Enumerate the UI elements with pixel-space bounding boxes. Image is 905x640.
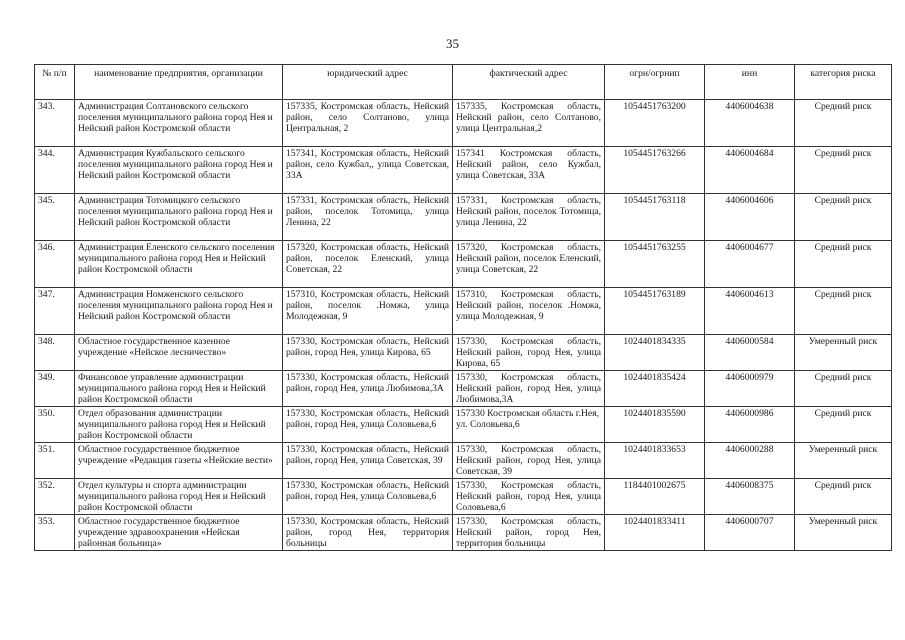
actual-address: 157331, Костромская область, Нейский район, поселок Тотомица, улица Ленина, 22: [453, 194, 605, 241]
risk-category: Умеренный риск: [795, 335, 892, 371]
row-number: 349.: [35, 371, 75, 407]
ogrn-value: 1054451763266: [605, 147, 705, 194]
header-name: наименование предприятия, организации: [75, 65, 283, 100]
actual-address: 157310, Костромская область, Нейский район, поселок .Номжа, улица Молодежная, 9: [453, 288, 605, 335]
ogrn-value: 1024401833411: [605, 515, 705, 551]
legal-address: 157330, Костромская область, Нейский район, город Нея, улица Соловьева,6: [283, 407, 453, 443]
inn-value: 4406004677: [705, 241, 795, 288]
ogrn-value: 1024401835590: [605, 407, 705, 443]
inn-value: 4406004606: [705, 194, 795, 241]
organization-name: Администрация Солтановского сельского поселения муниципального района город Нея и Нейский район Костромской области: [75, 100, 283, 147]
legal-address: 157330, Костромская область, Нейский район, город Нея, улица Соловьева,6: [283, 479, 453, 515]
inn-value: 4406000979: [705, 371, 795, 407]
row-number: 353.: [35, 515, 75, 551]
inn-value: 4406000288: [705, 443, 795, 479]
organization-name: Администрация Кужбальского сельского поселения муниципального района город Нея и Нейский район Костромской области: [75, 147, 283, 194]
legal-address: 157320, Костромская область, Нейский район, поселок Еленский, улица Советская, 22: [283, 241, 453, 288]
ogrn-value: 1024401834335: [605, 335, 705, 371]
organizations-table: [34, 64, 892, 551]
header-actual-address: фактический адрес: [453, 65, 605, 100]
actual-address: 157341 Костромская область, Нейский район, село Кужбал, улица Советская, 33А: [453, 147, 605, 194]
legal-address: 157331, Костромская область, Нейский район, поселок Тотомица, улица Ленина, 22: [283, 194, 453, 241]
header-inn: инн: [705, 65, 795, 100]
organization-name: Финансовое управление администрации муниципального района город Нея и Нейский район Костромской области: [75, 371, 283, 407]
organization-name: Администрация Еленского сельского поселения муниципального района город Нея и Нейский район Костромской области: [75, 241, 283, 288]
header-num: № п/п: [35, 65, 75, 100]
risk-category: Средний риск: [795, 100, 892, 147]
row-number: 347.: [35, 288, 75, 335]
table-row: [35, 371, 892, 407]
inn-value: 4406004613: [705, 288, 795, 335]
table-row: [35, 407, 892, 443]
risk-category: Средний риск: [795, 147, 892, 194]
ogrn-value: 1054451763255: [605, 241, 705, 288]
header-risk-category: категория риска: [795, 65, 892, 100]
table-row: [35, 443, 892, 479]
inn-value: 4406000584: [705, 335, 795, 371]
row-number: 351.: [35, 443, 75, 479]
row-number: 350.: [35, 407, 75, 443]
actual-address: 157330, Костромская область, Нейский район, город Нея, улица Любимова,3А: [453, 371, 605, 407]
table-row: [35, 479, 892, 515]
ogrn-value: 1054451763200: [605, 100, 705, 147]
legal-address: 157330, Костромская область, Нейский район, город Нея, улица Любимова,3А: [283, 371, 453, 407]
row-number: 352.: [35, 479, 75, 515]
risk-category: Умеренный риск: [795, 443, 892, 479]
table-row: [35, 335, 892, 371]
legal-address: 157341, Костромская область, Нейский район, село Кужбал,, улица Советская, 33А: [283, 147, 453, 194]
table-header-row: [35, 65, 892, 100]
row-number: 345.: [35, 194, 75, 241]
legal-address: 157335, Костромская область, Нейский район, село Солтаново, улица Центральная, 2: [283, 100, 453, 147]
risk-category: Средний риск: [795, 371, 892, 407]
ogrn-value: 1054451763189: [605, 288, 705, 335]
risk-category: Средний риск: [795, 241, 892, 288]
actual-address: 157330, Костромская область, Нейский район, город Нея, улица Советская, 39: [453, 443, 605, 479]
ogrn-value: 1184401002675: [605, 479, 705, 515]
actual-address: 157320, Костромская область, Нейский район, поселок Еленский, улица Советская, 22: [453, 241, 605, 288]
organization-name: Областное государственное бюджетное учреждение здравоохранения «Нейская районная больница»: [75, 515, 283, 551]
inn-value: 4406008375: [705, 479, 795, 515]
table-row: [35, 194, 892, 241]
organization-name: Администрация Номженского сельского поселения муниципального района город Нея и Нейский район Костромской области: [75, 288, 283, 335]
inn-value: 4406000986: [705, 407, 795, 443]
organization-name: Отдел образования администрации муниципального района город Нея и Нейский район Костромской области: [75, 407, 283, 443]
inn-value: 4406000707: [705, 515, 795, 551]
legal-address: 157330, Костромская область, Нейский район, город Нея, территория больницы: [283, 515, 453, 551]
row-number: 344.: [35, 147, 75, 194]
table-row: [35, 241, 892, 288]
actual-address: 157330, Костромская область, Нейский район, город Нея, улица Кирова, 65: [453, 335, 605, 371]
table-row: [35, 515, 892, 551]
table-row: [35, 288, 892, 335]
header-legal-address: юридический адрес: [283, 65, 453, 100]
risk-category: Умеренный риск: [795, 515, 892, 551]
actual-address: 157330, Костромская область, Нейский район, город Нея, территория больницы: [453, 515, 605, 551]
actual-address: 157335, Костромская область, Нейский район, село Солтаново, улица Центральная,2: [453, 100, 605, 147]
header-ogrn: огрн/огрнип: [605, 65, 705, 100]
inn-value: 4406004638: [705, 100, 795, 147]
row-number: 348.: [35, 335, 75, 371]
risk-category: Средний риск: [795, 194, 892, 241]
organization-name: Администрация Тотомицкого сельского поселения муниципального района город Нея и Нейский район Костромской области: [75, 194, 283, 241]
organization-name: Областное государственное казенное учреждение «Нейское лесничество»: [75, 335, 283, 371]
table-row: [35, 100, 892, 147]
row-number: 346.: [35, 241, 75, 288]
page-number: 35: [446, 36, 459, 51]
legal-address: 157330, Костромская область, Нейский район, город Нея, улица Кирова, 65: [283, 335, 453, 371]
risk-category: Средний риск: [795, 288, 892, 335]
ogrn-value: 1054451763118: [605, 194, 705, 241]
organization-name: Отдел культуры и спорта администрации муниципального района город Нея и Нейский район Костромской области: [75, 479, 283, 515]
ogrn-value: 1024401833653: [605, 443, 705, 479]
ogrn-value: 1024401835424: [605, 371, 705, 407]
table-row: [35, 147, 892, 194]
actual-address: 157330, Костромская область, Нейский район, город Нея, улица Соловьева,6: [453, 479, 605, 515]
legal-address: 157330, Костромская область, Нейский район, город Нея, улица Советская, 39: [283, 443, 453, 479]
organization-name: Областное государственное бюджетное учреждение «Редакция газеты «Нейские вести»: [75, 443, 283, 479]
risk-category: Средний риск: [795, 479, 892, 515]
row-number: 343.: [35, 100, 75, 147]
risk-category: Средний риск: [795, 407, 892, 443]
inn-value: 4406004684: [705, 147, 795, 194]
actual-address: 157330 Костромская область г.Нея, ул. Соловьева,6: [453, 407, 605, 443]
legal-address: 157310, Костромская область, Нейский район, поселок .Номжа, улица Молодежная, 9: [283, 288, 453, 335]
